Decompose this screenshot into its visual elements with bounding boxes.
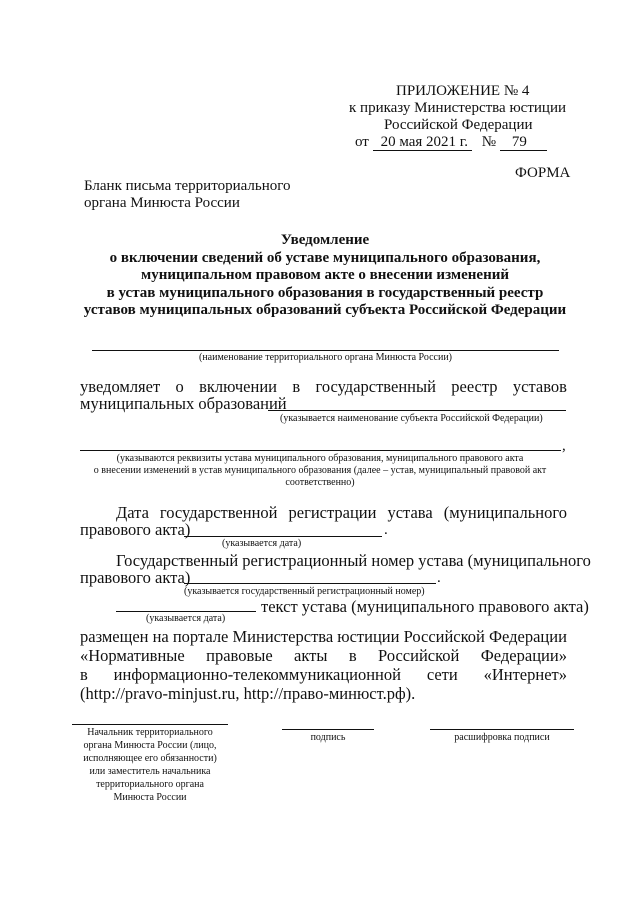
requisites-comma: ,: [562, 438, 566, 454]
notify-word: уведомляет: [80, 377, 161, 396]
posted-word: Федерации»: [480, 646, 567, 665]
subject-name-line: [268, 410, 566, 411]
signature-label: подпись: [310, 732, 346, 743]
letterhead-line-2: органа Минюста России: [84, 195, 240, 211]
position-text-1: Начальник территориального: [87, 727, 213, 738]
title-line-1: Уведомление: [280, 232, 370, 248]
posted-line-3: [80, 665, 567, 684]
notify-line-2: муниципальных образований: [80, 394, 287, 413]
text-date-text: текст устава (муниципального правового акта): [261, 597, 589, 616]
reg-number-hint: (указывается государственный регистрационный номер): [184, 586, 425, 597]
posted-word: «Интернет»: [483, 665, 567, 684]
requisites-hint-2: о внесении изменений в устав муниципального образования (далее – устав, муниципальный правовой акт: [93, 465, 547, 476]
reg-date-word: (муниципального: [443, 503, 567, 522]
reg-number-period: .: [437, 570, 441, 586]
notify-word: государственный: [315, 377, 436, 396]
posted-line-2: [80, 646, 567, 665]
subject-name-hint: (указывается наименование субъекта Российской Федерации): [280, 413, 543, 424]
posted-word: Министерства: [232, 627, 334, 646]
reg-date-word: регистрации: [288, 503, 377, 522]
posted-word: правовые: [206, 646, 273, 665]
posted-line-4: (http://pravo-minjust.ru, http://право-минюст.рф).: [80, 684, 416, 703]
position-line: [72, 724, 228, 725]
posted-word: информационно-телекоммуникационной: [113, 665, 401, 684]
title-line-5: уставов муниципальных образований субъекта Российской Федерации: [83, 302, 567, 318]
posted-line-1: [80, 627, 567, 646]
reg-date-line-2: правового акта): [80, 520, 191, 539]
order-date: 20 мая 2021 г.: [373, 135, 472, 151]
posted-word: Российской: [403, 627, 485, 646]
notify-word: в: [292, 377, 301, 396]
posted-word: «Нормативные: [80, 646, 185, 665]
posted-word: Федерации: [488, 627, 567, 646]
from-label: от: [355, 134, 369, 150]
posted-word: в: [80, 665, 88, 684]
requisites-line: [80, 450, 561, 451]
text-date-hint: (указывается дата): [146, 613, 226, 624]
notify-word: включении: [199, 377, 277, 396]
decode-line: [430, 729, 574, 730]
position-text-6: Минюста России: [113, 792, 187, 803]
forma-label: ФОРМА: [515, 165, 571, 181]
posted-word: акты: [294, 646, 328, 665]
signature-line: [282, 729, 374, 730]
reg-date-hint: (указывается дата): [222, 538, 302, 549]
order-line-1: к приказу Министерства юстиции: [349, 100, 566, 116]
reg-number-line-2: правового акта): [80, 568, 191, 587]
posted-word: размещен: [80, 627, 149, 646]
posted-word: юстиции: [337, 627, 400, 646]
number-label: №: [481, 134, 497, 150]
posted-word: портале: [172, 627, 229, 646]
notify-word: реестр: [451, 377, 498, 396]
title-line-2: о включении сведений об уставе муниципального образования,: [109, 250, 541, 266]
notify-word: уставов: [512, 377, 567, 396]
text-date-field: [116, 611, 256, 612]
title-line-4: в устав муниципального образования в государственный реестр: [106, 285, 544, 301]
requisites-hint-1: (указываются реквизиты устава муниципального образования, муниципального правового акта: [116, 453, 524, 464]
reg-number-field: [184, 583, 436, 584]
notify-word: о: [175, 377, 184, 396]
reg-number-line-1: Государственный регистрационный номер устава (муниципального: [116, 551, 591, 570]
position-text-5: территориального органа: [96, 779, 204, 790]
requisites-hint-3: соответственно): [285, 477, 355, 488]
organ-name-line: [92, 350, 559, 351]
posted-word: сети: [426, 665, 458, 684]
reg-date-period: .: [384, 522, 388, 538]
organ-name-hint: (наименование территориального органа Минюста России): [198, 352, 453, 363]
posted-word: Российской: [378, 646, 460, 665]
position-text-3: исполняющее его обязанности): [83, 753, 217, 764]
reg-date-word: Дата: [116, 503, 149, 522]
posted-word: на: [152, 627, 169, 646]
order-line-2: Российской Федерации: [384, 117, 533, 133]
title-line-3: муниципальном правовом акте о внесении изменений: [140, 267, 509, 283]
reg-date-word: устава: [387, 503, 433, 522]
order-date-line: [355, 134, 547, 151]
position-text-4: или заместитель начальника: [89, 766, 211, 777]
order-number: 79: [500, 135, 547, 151]
appendix-title: ПРИЛОЖЕНИЕ № 4: [396, 83, 530, 99]
letterhead-line-1: Бланк письма территориального: [84, 178, 291, 194]
reg-date-word: государственной: [159, 503, 278, 522]
position-text-2: органа Минюста России (лицо,: [83, 740, 217, 751]
decode-label: расшифровка подписи: [454, 732, 550, 743]
reg-date-field: [184, 536, 382, 537]
posted-word: в: [348, 646, 357, 665]
